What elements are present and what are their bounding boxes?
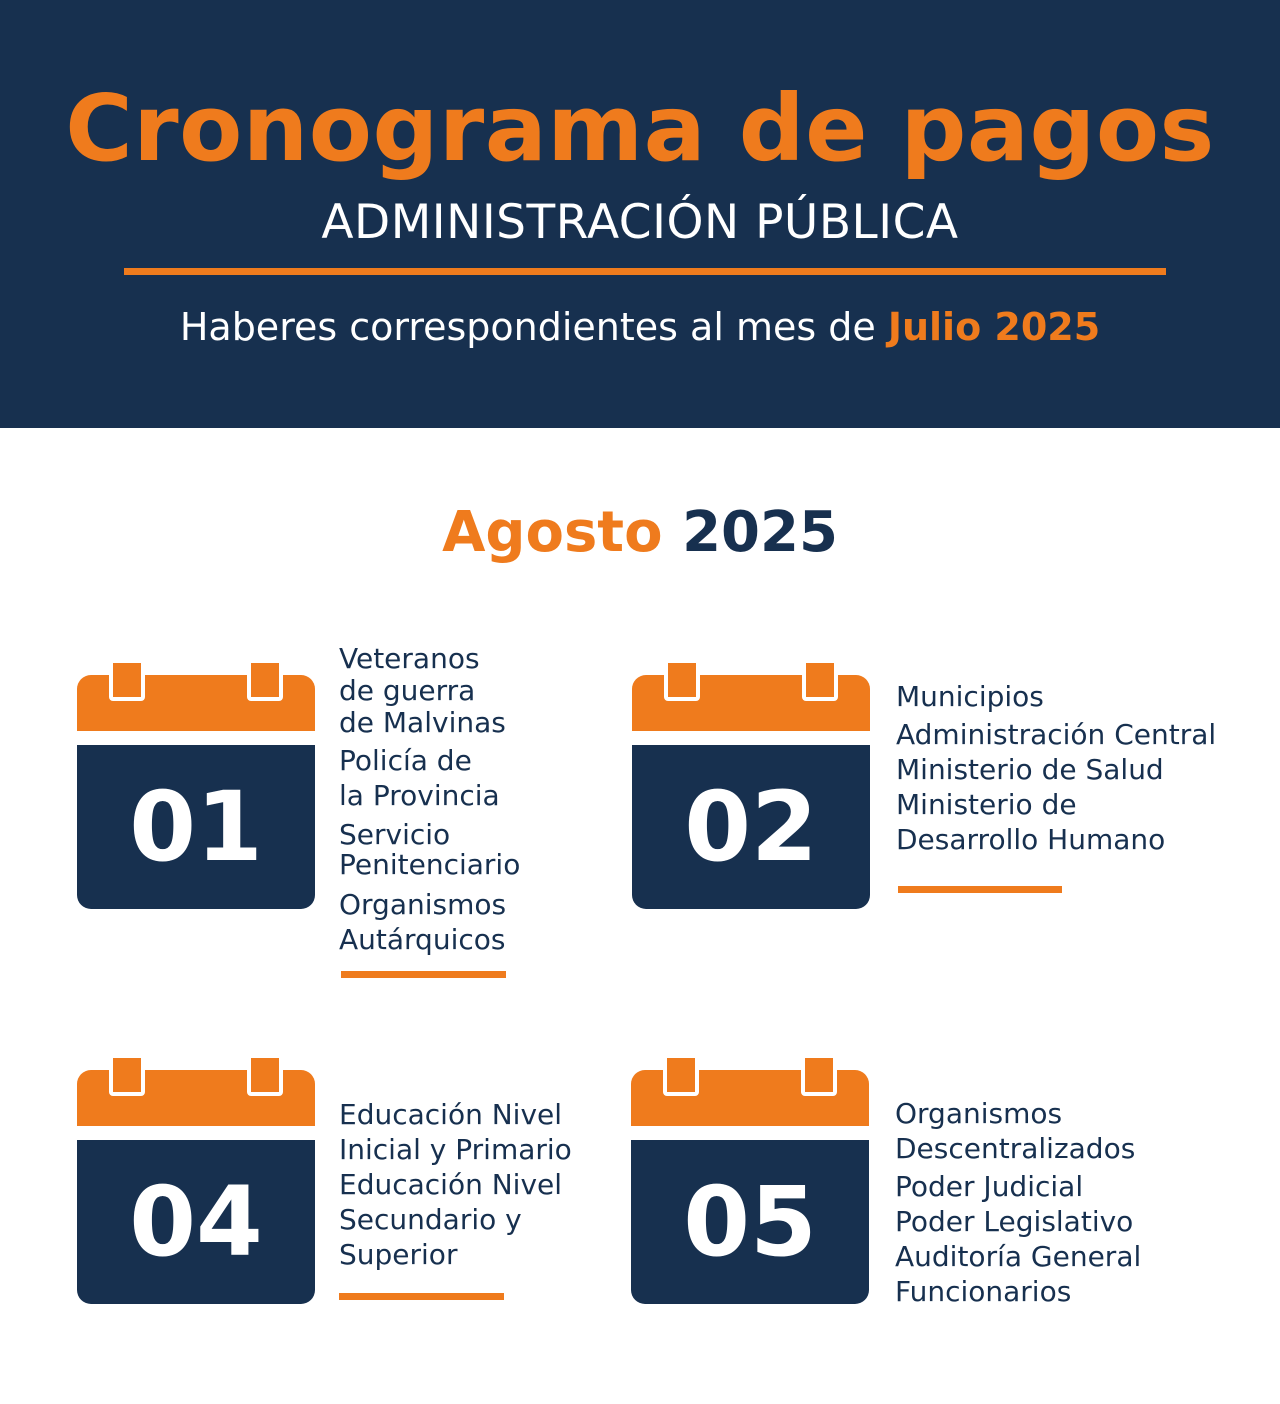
haberes-prefix: Haberes correspondientes al mes de [179,305,888,349]
calendar-ring [247,659,283,701]
calendar-day-number: 01 [77,745,315,909]
desc-line: Administración Central [896,718,1217,751]
calendar-ring [664,659,700,701]
desc-line: Servicio [339,818,451,851]
desc-line: Auditoría General [895,1240,1142,1273]
calendar-icon [77,659,315,909]
calendar-ring [109,1054,145,1096]
desc-line: Organismos [895,1097,1063,1130]
desc-line: de guerra [339,674,476,707]
haberes-month: Julio 2025 [887,305,1101,349]
desc-line: Superior [339,1238,458,1271]
desc-line: de Malvinas [339,706,506,739]
schedule-year: 2025 [682,500,838,565]
day-01-description [339,641,520,957]
day-04-description [339,1097,572,1272]
calendar-day-number: 05 [631,1140,869,1304]
day-05-description [895,1096,1141,1309]
desc-line: Penitenciario [339,848,521,881]
desc-line: Municipios [896,680,1044,713]
header-banner [0,0,1280,428]
calendar-icon [77,1054,315,1304]
desc-line: Secundario y [339,1203,522,1236]
calendar-day-number: 04 [77,1140,315,1304]
day-02-description [896,679,1216,857]
desc-line: Autárquicos [339,923,506,956]
schedule-month: Agosto [442,500,663,565]
desc-line: Ministerio de Salud [896,753,1164,786]
desc-line: Educación Nivel [339,1098,563,1131]
calendar-day-number: 02 [632,745,870,909]
desc-line: Descentralizados [895,1132,1136,1165]
desc-line: Veteranos [339,642,480,675]
desc-line: Funcionarios [895,1275,1072,1308]
calendar-ring [247,1054,283,1096]
desc-line: Policía de [339,744,472,777]
calendar-icon [631,1054,869,1304]
desc-line: Poder Legislativo [895,1205,1134,1238]
header-divider [124,268,1166,275]
calendar-ring [109,659,145,701]
day-04-underline [339,1293,504,1300]
calendar-ring [801,1054,837,1096]
desc-line: Desarrollo Humano [896,823,1166,856]
desc-line: Inicial y Primario [339,1133,572,1166]
page-subtitle: ADMINISTRACIÓN PÚBLICA [321,195,959,250]
schedule-month-heading [0,500,1280,565]
page-title: Cronograma de pagos [65,75,1215,182]
desc-line: Poder Judicial [895,1170,1084,1203]
calendar-icon [632,659,870,909]
day-01-underline [341,971,506,978]
haberes-line [0,305,1280,349]
day-02-underline [898,886,1062,893]
desc-line: Educación Nivel [339,1168,563,1201]
desc-line: Ministerio de [896,788,1077,821]
desc-line: Organismos [339,888,507,921]
calendar-ring [802,659,838,701]
calendar-ring [663,1054,699,1096]
desc-line: la Provincia [339,779,500,812]
